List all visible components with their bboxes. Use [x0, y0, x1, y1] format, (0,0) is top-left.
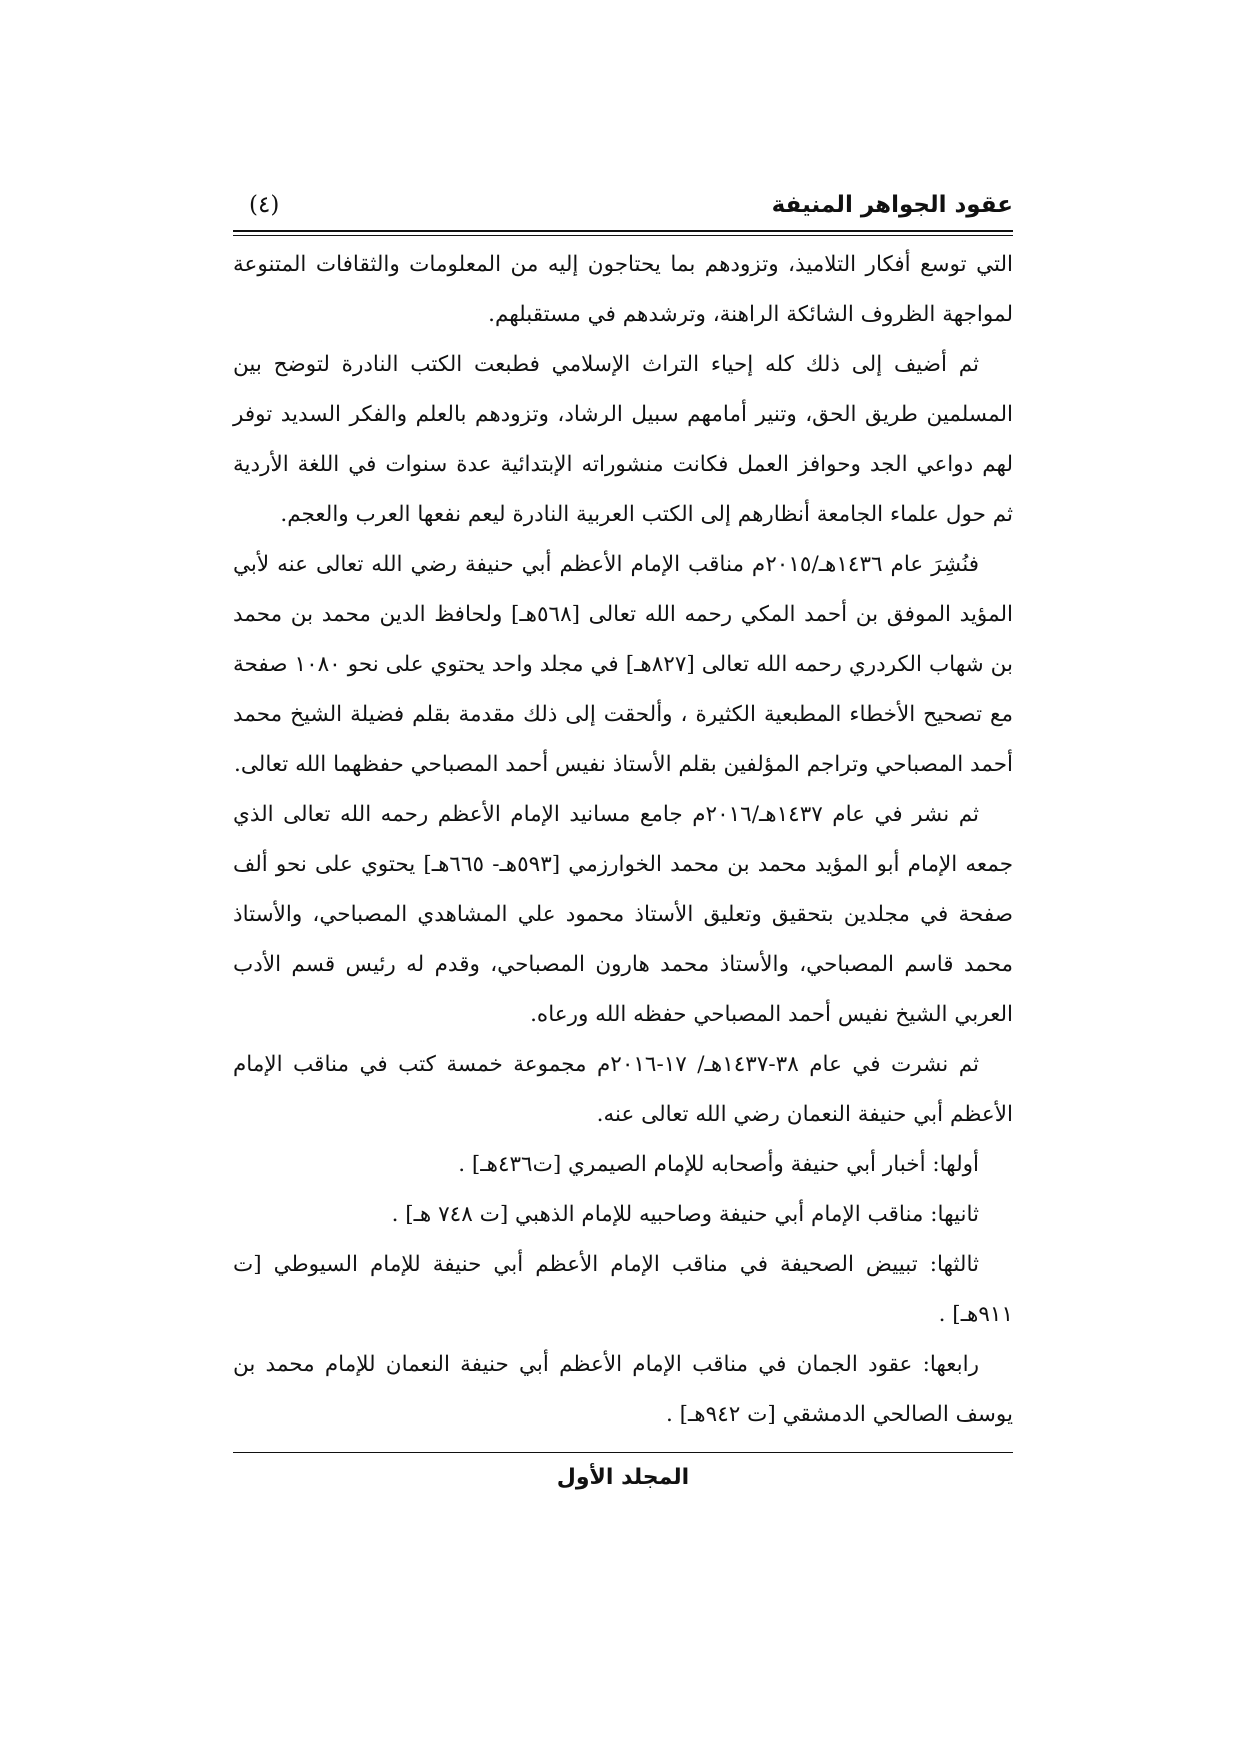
paragraph: ثم أضيف إلى ذلك كله إحياء التراث الإسلامي فطبعت الكتب النادرة لتوضح بين المسلمين طريق الحق، وتنير أمامهم سبيل الرشاد، وتزودهم بالعلم والفكر السديد توفر لهم دواعي الجد وحوافز العمل فكانت منشوراته الإبتدائية عدة سنوات في اللغة الأردية ثم حول علماء الجامعة أنظارهم إلى الكتب العربية النادرة ليعم نفعها العرب والعجم. [233, 352, 1013, 527]
page-header [233, 180, 1013, 230]
list-item: رابعها: عقود الجمان في مناقب الإمام الأعظم أبي حنيفة النعمان للإمام محمد بن يوسف الصالحي الدمشقي [ت ٩٤٢هـ] . [233, 1352, 1013, 1427]
list-item: ثانيها: مناقب الإمام أبي حنيفة وصاحبيه للإمام الذهبي [ت ٧٤٨ هـ] . [391, 1202, 979, 1227]
page-number: (٤) [249, 192, 280, 218]
footer-rule [233, 1452, 1013, 1453]
paragraph: فنُشِرَ عام ١٤٣٦هـ/٢٠١٥م مناقب الإمام الأعظم أبي حنيفة رضي الله تعالى عنه لأبي المؤيد الموفق بن أحمد المكي رحمه الله تعالى [٥٦٨هـ] ولحافظ الدين محمد بن محمد بن شهاب الكردري رحمه الله تعالى [٨٢٧هـ] في مجلد واحد يحتوي على نحو ١٠٨٠ صفحة مع تصحيح الأخطاء المطبعية الكثيرة ، وألحقت إلى ذلك مقدمة بقلم فضيلة الشيخ محمد أحمد المصباحي وتراجم المؤلفين بقلم الأستاذ نفيس أحمد المصباحي حفظهما الله تعالى. [233, 552, 1013, 777]
body-text [233, 240, 1013, 1440]
volume-label: المجلد الأول [556, 1465, 690, 1490]
book-page [233, 180, 1013, 1580]
header-rule [233, 230, 1013, 236]
running-title: عقود الجواهر المنيفة [771, 192, 1013, 218]
list-item: أولها: أخبار أبي حنيفة وأصحابه للإمام الصيمري [ت٤٣٦هـ] . [458, 1152, 979, 1177]
paragraph-continuation: التي توسع أفكار التلاميذ، وتزودهم بما يحتاجون إليه من المعلومات والثقافات المتنوعة لمواجهة الظروف الشائكة الراهنة، وترشدهم في مستقبلهم. [233, 252, 1013, 327]
list-item: ثالثها: تبييض الصحيفة في مناقب الإمام الأعظم أبي حنيفة للإمام السيوطي [ت ٩١١هـ] . [233, 1252, 1013, 1327]
paragraph: ثم نشرت في عام ٣٨-١٤٣٧هـ/ ١٧-٢٠١٦م مجموعة خمسة كتب في مناقب الإمام الأعظم أبي حنيفة النعمان رضي الله تعالى عنه. [233, 1052, 1013, 1127]
paragraph: ثم نشر في عام ١٤٣٧هـ/٢٠١٦م جامع مسانيد الإمام الأعظم رحمه الله تعالى الذي جمعه الإمام أبو المؤيد محمد بن محمد الخوارزمي [٥٩٣هـ- ٦٦٥هـ] يحتوي على نحو ألف صفحة في مجلدين بتحقيق وتعليق الأستاذ محمود علي المشاهدي المصباحي، والأستاذ محمد قاسم المصباحي، والأستاذ محمد هارون المصباحي، وقدم له رئيس قسم الأدب العربي الشيخ نفيس أحمد المصباحي حفظه الله ورعاه. [233, 802, 1013, 1027]
